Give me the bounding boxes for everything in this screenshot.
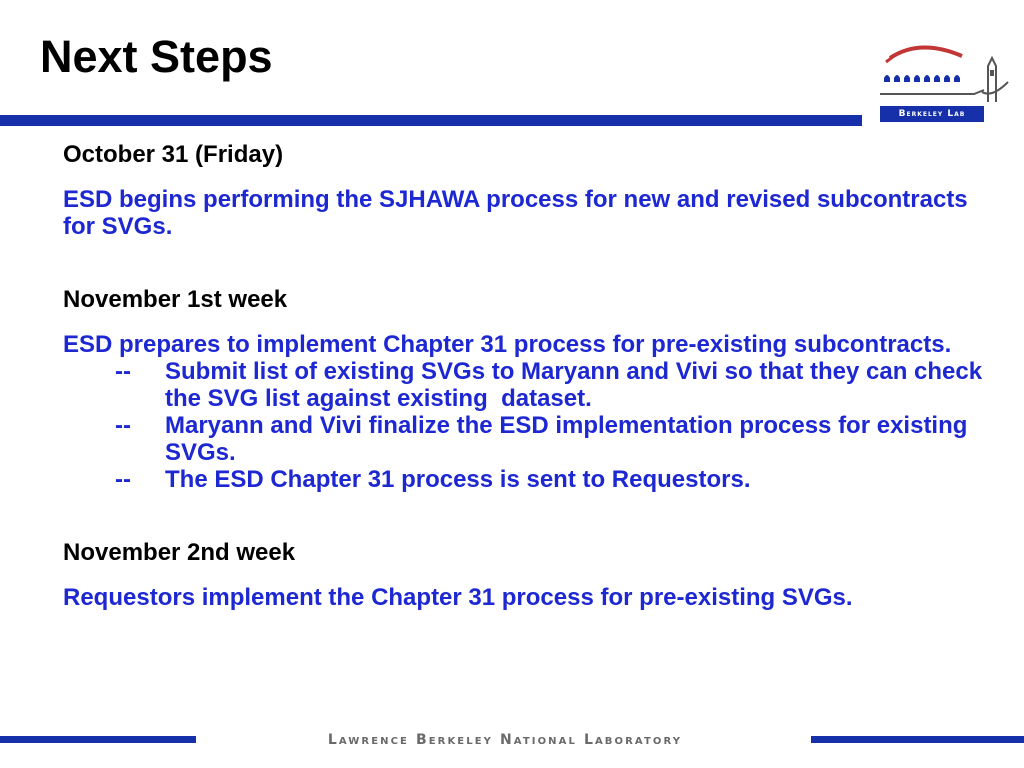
list-item-text: Submit list of existing SVGs to Maryann and Vivi so that they can check the SVG list against existing dataset. (165, 358, 989, 412)
list-item (63, 358, 989, 412)
header-rule (0, 115, 862, 126)
section-november-1st-week (63, 286, 989, 493)
berkeley-lab-logo-label: Berkeley Lab (898, 109, 966, 119)
footer-lab-name: Lawrence Berkeley National Laboratory (327, 732, 683, 748)
list-item-text: The ESD Chapter 31 process is sent to Requestors. (165, 466, 751, 493)
section-body: ESD begins performing the SJHAWA process for new and revised subcontracts for SVGs. (63, 186, 968, 240)
dash-marker: -- (115, 358, 131, 385)
list-item (63, 466, 983, 493)
section-body: Requestors implement the Chapter 31 process for pre-existing SVGs. (63, 584, 853, 611)
section-heading: November 2nd week (63, 539, 296, 566)
dash-marker: -- (115, 466, 131, 493)
list-item-text: Maryann and Vivi finalize the ESD implementation process for existing SVGs. (165, 412, 968, 466)
section-heading: October 31 (Friday) (63, 141, 284, 168)
slide-content (63, 141, 989, 611)
list-item (63, 412, 983, 466)
section-november-2nd-week (63, 539, 983, 611)
dash-marker: -- (115, 412, 131, 439)
berkeley-lab-logo (876, 40, 1016, 128)
footer-rule-right (811, 736, 1024, 743)
section-heading: November 1st week (63, 286, 288, 313)
section-body: ESD prepares to implement Chapter 31 process for pre-existing subcontracts. (63, 331, 952, 358)
dash-list (63, 358, 989, 493)
section-october-31 (63, 141, 983, 240)
footer-rule-left (0, 736, 196, 743)
slide-title: Next Steps (40, 31, 273, 82)
